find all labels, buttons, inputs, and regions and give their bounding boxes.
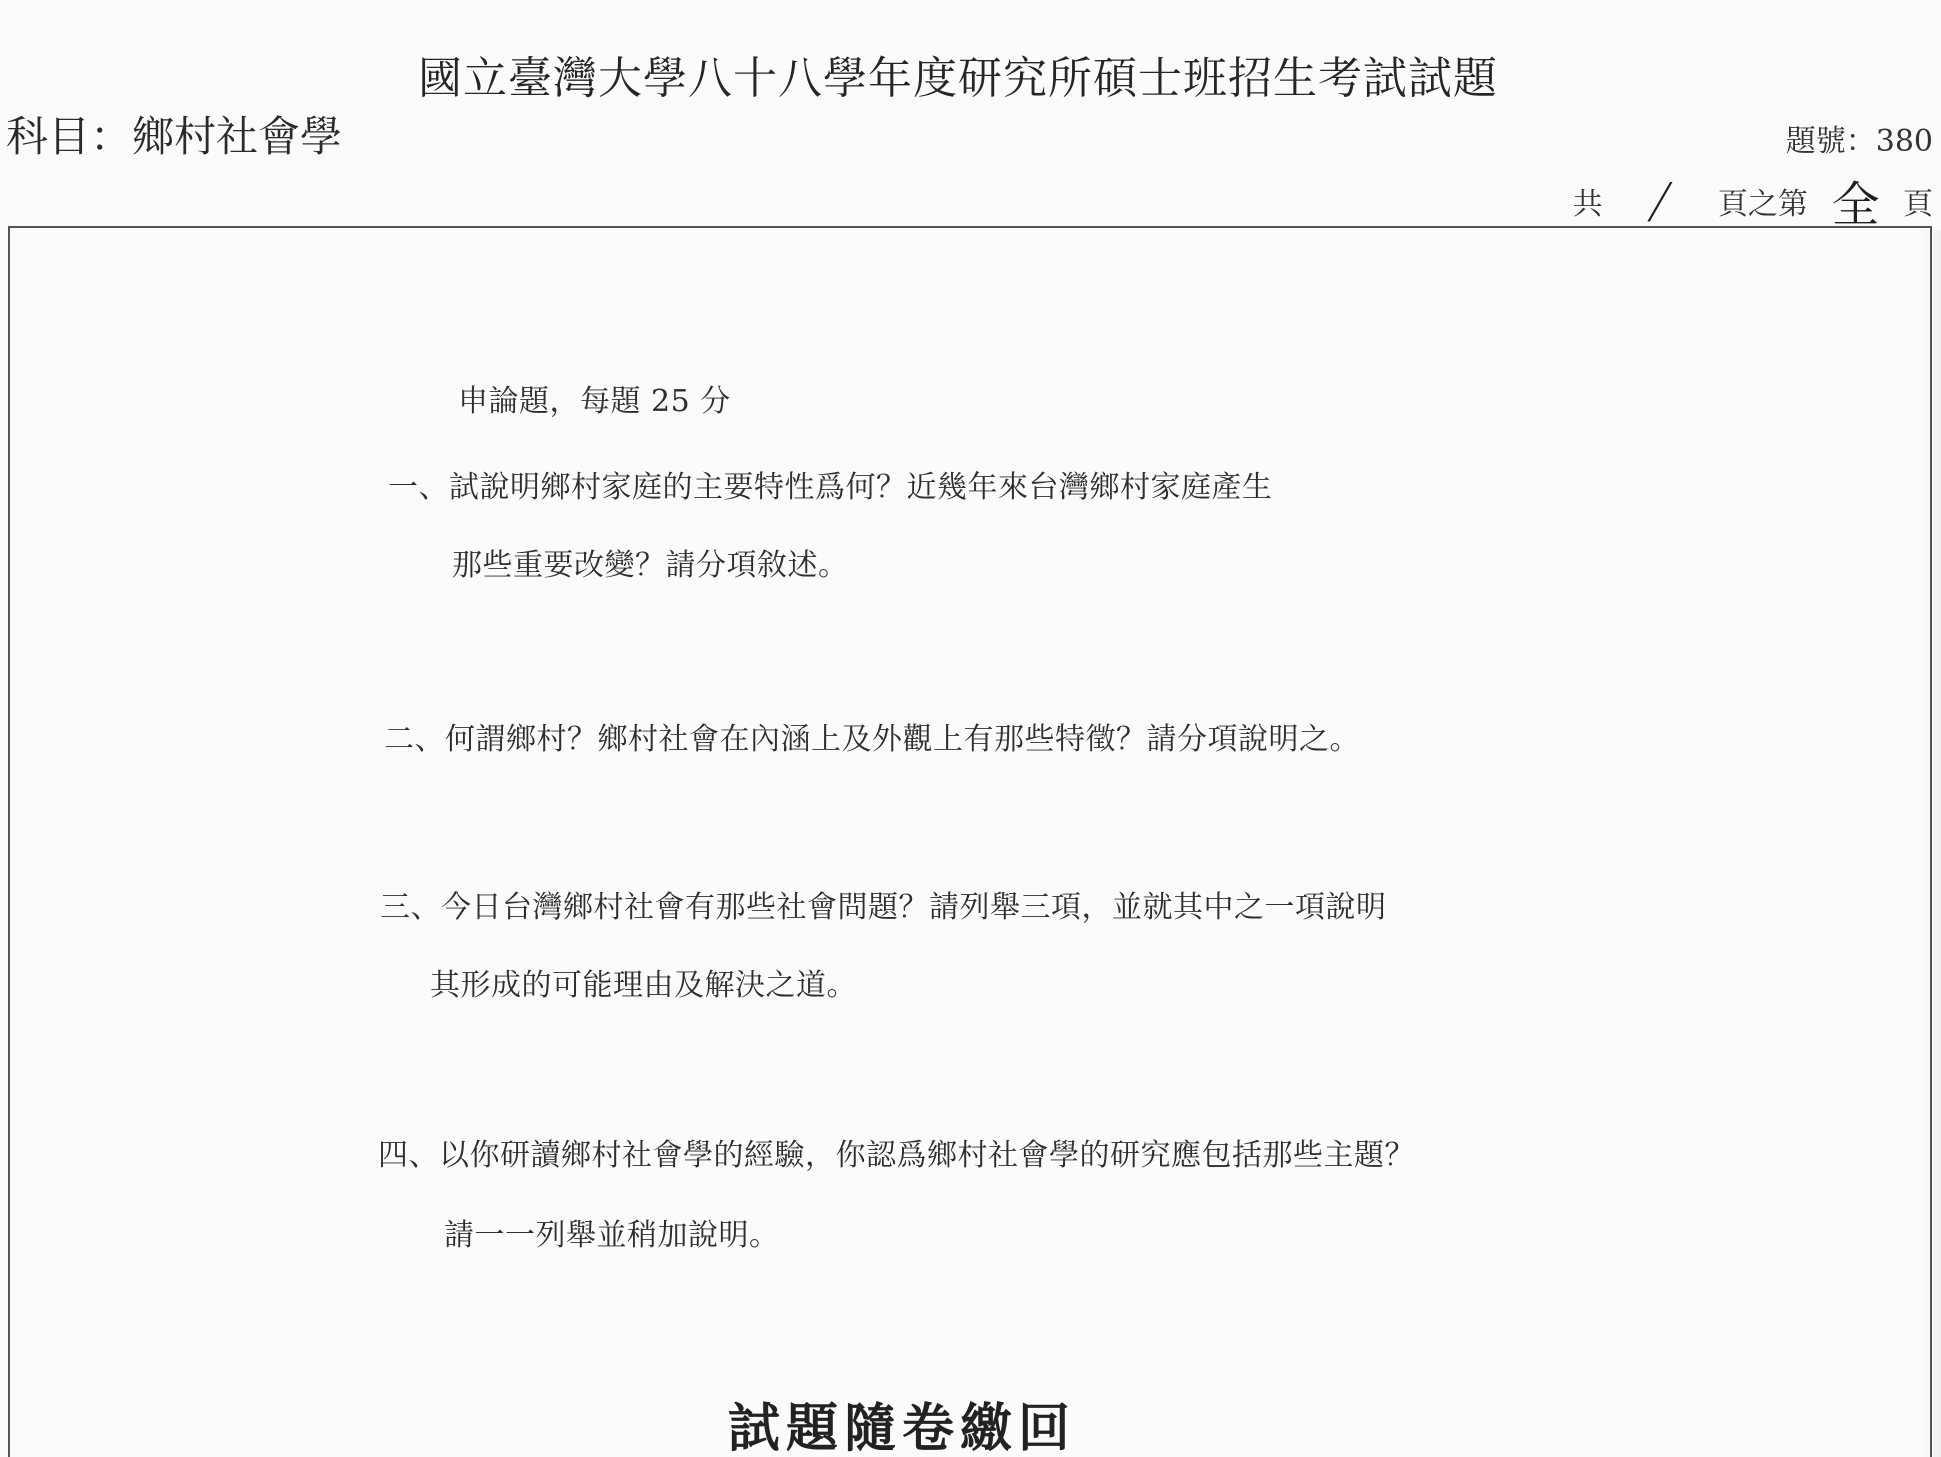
- question-4-line-2: 請一一列舉並稍加說明。: [444, 1218, 780, 1253]
- scan-edge-shadow: [1923, 230, 1941, 1457]
- page-count-line: [1572, 166, 1933, 233]
- question-1-line-2: 那些重要改變？請分項敘述。: [452, 548, 849, 583]
- pages-prefix: 共: [1572, 186, 1603, 222]
- pages-suffix: 頁: [1903, 186, 1933, 222]
- question-2-line-1: 二、何謂鄉村？鄉村社會在內涵上及外觀上有那些特徵？請分項說明之。: [384, 722, 1360, 757]
- question-3-line-2: 其形成的可能理由及解決之道。: [430, 968, 857, 1003]
- pages-total-handwritten: /: [1644, 172, 1676, 229]
- pages-current-handwritten: 全: [1831, 177, 1880, 233]
- subject-label: 科目：鄉村社會學: [6, 112, 343, 161]
- question-3-line-1: 三、今日台灣鄉村社會有那些社會問題？請列舉三項，並就其中之一項說明: [380, 890, 1387, 925]
- question-4-line-1: 四、以你研讀鄉村社會學的經驗，你認爲鄉村社會學的研究應包括那些主題？: [378, 1138, 1415, 1173]
- question-number: 題號：380: [1785, 124, 1933, 159]
- exam-title: 國立臺灣大學八十八學年度研究所碩士班招生考試試題: [418, 53, 1498, 104]
- answer-frame: [8, 226, 1932, 1457]
- question-1-line-1: 一、試說明鄉村家庭的主要特性爲何？近幾年來台灣鄉村家庭產生: [388, 470, 1273, 505]
- instruction-text: 申論題，每題 25 分: [458, 384, 731, 419]
- return-with-answer-stamp: 試題隨卷繳回: [728, 1398, 1077, 1457]
- pages-middle: 頁之第: [1717, 186, 1808, 222]
